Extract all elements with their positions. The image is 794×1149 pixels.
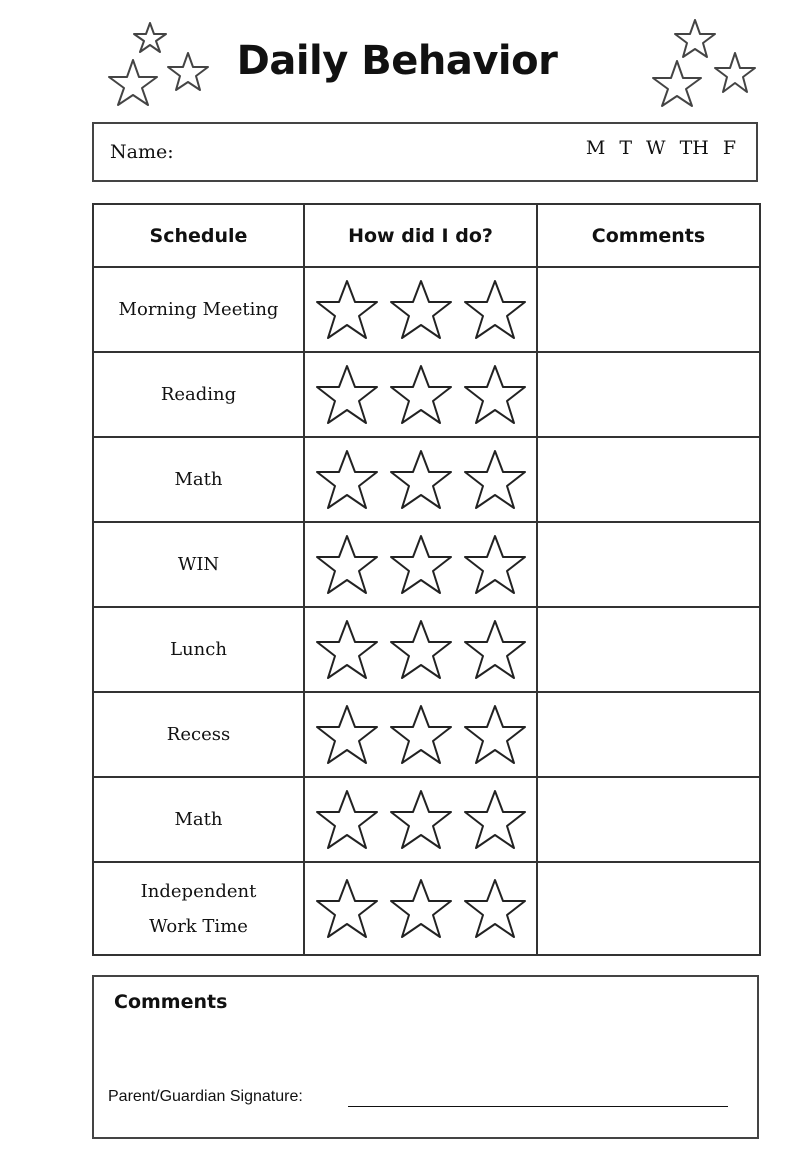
rating-star-icon[interactable] bbox=[388, 703, 454, 767]
rating-star-icon[interactable] bbox=[388, 278, 454, 342]
rating-cell bbox=[304, 692, 537, 777]
table-row bbox=[93, 522, 760, 607]
rating-cell bbox=[304, 777, 537, 862]
rating-star-icon[interactable] bbox=[462, 363, 528, 427]
table-row bbox=[93, 267, 760, 352]
schedule-label-line: Reading bbox=[160, 384, 237, 405]
header-schedule: Schedule bbox=[93, 204, 304, 267]
rating-cell bbox=[304, 267, 537, 352]
comment-cell[interactable] bbox=[537, 777, 760, 862]
schedule-label bbox=[94, 802, 303, 837]
rating-star-icon[interactable] bbox=[314, 448, 380, 512]
day-monday[interactable]: M bbox=[585, 137, 606, 159]
schedule-cell bbox=[93, 522, 304, 607]
rating-star-icon[interactable] bbox=[314, 618, 380, 682]
day-wednesday[interactable]: W bbox=[646, 137, 666, 159]
star-rating bbox=[305, 533, 536, 597]
schedule-cell bbox=[93, 862, 304, 955]
schedule-label-line: Recess bbox=[166, 724, 231, 745]
star-rating bbox=[305, 788, 536, 852]
table-row bbox=[93, 777, 760, 862]
comment-cell[interactable] bbox=[537, 692, 760, 777]
rating-cell bbox=[304, 437, 537, 522]
signature-label: Parent/Guardian Signature: bbox=[108, 1088, 303, 1105]
comment-cell[interactable] bbox=[537, 267, 760, 352]
schedule-cell bbox=[93, 777, 304, 862]
comment-cell[interactable] bbox=[537, 607, 760, 692]
schedule-cell bbox=[93, 692, 304, 777]
rating-star-icon[interactable] bbox=[462, 788, 528, 852]
rating-star-icon[interactable] bbox=[462, 533, 528, 597]
star-rating bbox=[305, 618, 536, 682]
rating-cell bbox=[304, 862, 537, 955]
rating-star-icon[interactable] bbox=[314, 363, 380, 427]
table-row bbox=[93, 607, 760, 692]
table-row bbox=[93, 437, 760, 522]
rating-star-icon[interactable] bbox=[314, 703, 380, 767]
rating-star-icon[interactable] bbox=[462, 877, 528, 941]
rating-star-icon[interactable] bbox=[314, 788, 380, 852]
behavior-table bbox=[92, 203, 761, 956]
schedule-label-line: Morning Meeting bbox=[118, 299, 279, 320]
name-box bbox=[92, 122, 758, 182]
schedule-cell bbox=[93, 352, 304, 437]
star-rating bbox=[305, 877, 536, 941]
page-title: Daily Behavior bbox=[236, 38, 558, 84]
schedule-label bbox=[94, 874, 303, 944]
rating-star-icon[interactable] bbox=[314, 278, 380, 342]
schedule-label bbox=[94, 632, 303, 667]
rating-star-icon[interactable] bbox=[314, 533, 380, 597]
rating-star-icon[interactable] bbox=[388, 788, 454, 852]
schedule-label-line: Lunch bbox=[170, 639, 227, 660]
schedule-label-line: Work Time bbox=[149, 915, 248, 937]
table-header-row bbox=[93, 204, 760, 267]
star-rating bbox=[305, 278, 536, 342]
rating-star-icon[interactable] bbox=[388, 363, 454, 427]
comments-title: Comments bbox=[114, 991, 228, 1013]
day-thursday[interactable]: TH bbox=[679, 137, 709, 159]
comment-cell[interactable] bbox=[537, 352, 760, 437]
rating-cell bbox=[304, 522, 537, 607]
rating-star-icon[interactable] bbox=[462, 278, 528, 342]
schedule-label bbox=[94, 717, 303, 752]
day-friday[interactable]: F bbox=[722, 137, 736, 159]
schedule-label bbox=[94, 377, 303, 412]
rating-star-icon[interactable] bbox=[462, 448, 528, 512]
rating-star-icon[interactable] bbox=[462, 703, 528, 767]
rating-star-icon[interactable] bbox=[314, 877, 380, 941]
table-row bbox=[93, 352, 760, 437]
comment-cell[interactable] bbox=[537, 437, 760, 522]
schedule-label-line: Math bbox=[174, 469, 223, 490]
schedule-label bbox=[94, 292, 303, 327]
comment-cell[interactable] bbox=[537, 862, 760, 955]
schedule-label bbox=[94, 462, 303, 497]
star-rating bbox=[305, 448, 536, 512]
rating-star-icon[interactable] bbox=[388, 877, 454, 941]
rating-star-icon[interactable] bbox=[388, 618, 454, 682]
schedule-label bbox=[94, 547, 303, 582]
rating-star-icon[interactable] bbox=[388, 533, 454, 597]
rating-cell bbox=[304, 352, 537, 437]
rating-star-icon[interactable] bbox=[388, 448, 454, 512]
rating-star-icon[interactable] bbox=[462, 618, 528, 682]
signature-line[interactable] bbox=[348, 1106, 728, 1107]
weekday-selector bbox=[586, 137, 736, 159]
rating-cell bbox=[304, 607, 537, 692]
header-rating: How did I do? bbox=[304, 204, 537, 267]
header-comments: Comments bbox=[537, 204, 760, 267]
table-row bbox=[93, 862, 760, 955]
comment-cell[interactable] bbox=[537, 522, 760, 607]
table-row bbox=[93, 692, 760, 777]
schedule-label-line: Math bbox=[174, 809, 223, 830]
schedule-label-line: WIN bbox=[177, 554, 220, 575]
schedule-cell bbox=[93, 437, 304, 522]
comments-box bbox=[92, 975, 759, 1139]
day-tuesday[interactable]: T bbox=[619, 137, 633, 159]
star-rating bbox=[305, 363, 536, 427]
schedule-cell bbox=[93, 607, 304, 692]
star-rating bbox=[305, 703, 536, 767]
schedule-cell bbox=[93, 267, 304, 352]
schedule-label-line: Independent bbox=[140, 880, 257, 902]
name-label: Name: bbox=[110, 141, 174, 163]
